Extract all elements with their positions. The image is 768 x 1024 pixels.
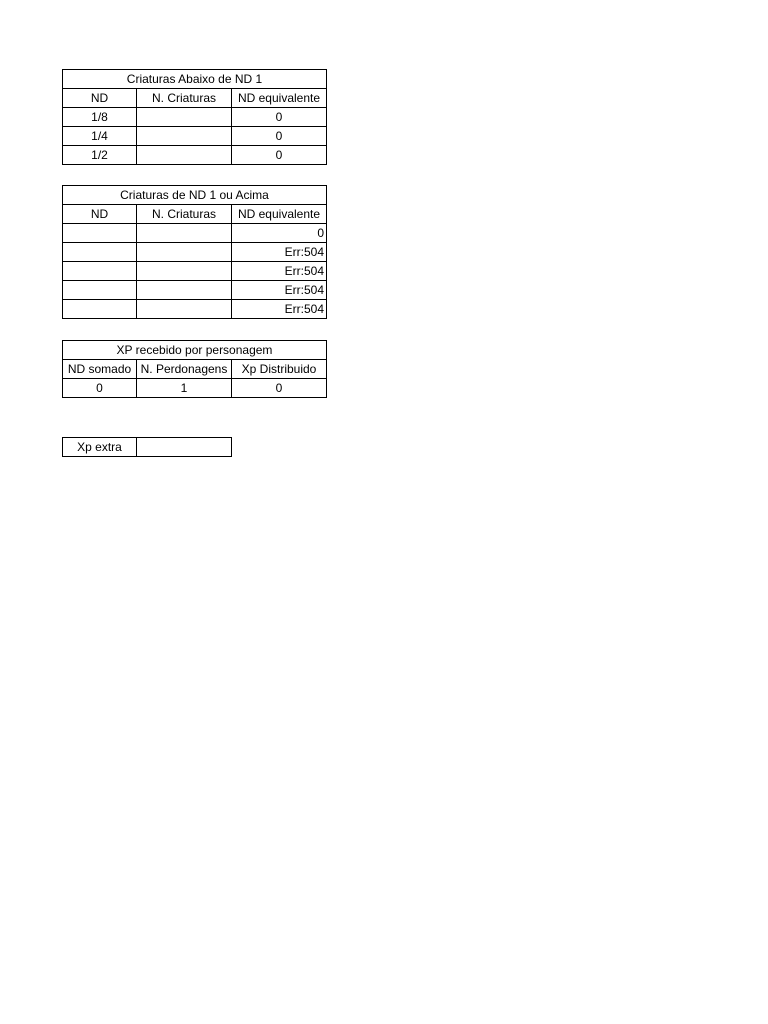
cell-nd-equivalent[interactable]: 0: [232, 224, 327, 243]
table-title-row: [63, 70, 327, 89]
column-header-nd-equivalent: ND equivalente: [232, 89, 327, 108]
table-xp-extra: [62, 437, 232, 457]
cell-nd[interactable]: 1/8: [63, 108, 137, 127]
cell-creature-count[interactable]: [137, 262, 232, 281]
table-row: [63, 224, 327, 243]
column-header-nd: ND: [63, 89, 137, 108]
cell-nd-equivalent[interactable]: Err:504: [232, 262, 327, 281]
cell-nd-equivalent[interactable]: Err:504: [232, 243, 327, 262]
table-creatures-below-nd1: [62, 69, 327, 165]
cell-nd-equivalent[interactable]: Err:504: [232, 300, 327, 319]
cell-nd[interactable]: [63, 281, 137, 300]
table-row: [63, 146, 327, 165]
table-row: [63, 243, 327, 262]
table-header-row: [63, 89, 327, 108]
column-header-nd-equivalent: ND equivalente: [232, 205, 327, 224]
cell-creature-count[interactable]: [137, 127, 232, 146]
cell-nd[interactable]: [63, 243, 137, 262]
cell-nd-sum[interactable]: 0: [63, 379, 137, 398]
cell-nd-equivalent[interactable]: 0: [232, 127, 327, 146]
column-header-creature-count: N. Criaturas: [137, 89, 232, 108]
table-header-row: [63, 360, 327, 379]
table-row: [63, 108, 327, 127]
column-header-nd: ND: [63, 205, 137, 224]
cell-nd[interactable]: [63, 262, 137, 281]
cell-creature-count[interactable]: [137, 224, 232, 243]
table-title: Criaturas de ND 1 ou Acima: [63, 186, 327, 205]
cell-creature-count[interactable]: [137, 108, 232, 127]
cell-creature-count[interactable]: [137, 281, 232, 300]
table-title-row: [63, 186, 327, 205]
cell-creature-count[interactable]: [137, 243, 232, 262]
cell-nd-equivalent[interactable]: 0: [232, 146, 327, 165]
table-title: XP recebido por personagem: [63, 341, 327, 360]
cell-creature-count[interactable]: [137, 146, 232, 165]
cell-character-count[interactable]: 1: [137, 379, 232, 398]
cell-nd[interactable]: 1/4: [63, 127, 137, 146]
table-row: [63, 281, 327, 300]
column-header-creature-count: N. Criaturas: [137, 205, 232, 224]
column-header-xp-distributed: Xp Distribuido: [232, 360, 327, 379]
table-row: [63, 300, 327, 319]
column-header-character-count: N. Perdonagens: [137, 360, 232, 379]
xp-extra-value-cell[interactable]: [137, 438, 232, 457]
column-header-nd-sum: ND somado: [63, 360, 137, 379]
table-row: [63, 262, 327, 281]
table-row: [63, 127, 327, 146]
cell-xp-distributed[interactable]: 0: [232, 379, 327, 398]
xp-extra-label: Xp extra: [63, 438, 137, 457]
table-title-row: [63, 341, 327, 360]
cell-creature-count[interactable]: [137, 300, 232, 319]
table-xp-per-character: [62, 340, 327, 398]
table-title: Criaturas Abaixo de ND 1: [63, 70, 327, 89]
table-row: [63, 438, 232, 457]
cell-nd[interactable]: 1/2: [63, 146, 137, 165]
cell-nd-equivalent[interactable]: Err:504: [232, 281, 327, 300]
cell-nd[interactable]: [63, 300, 137, 319]
table-row: [63, 379, 327, 398]
cell-nd-equivalent[interactable]: 0: [232, 108, 327, 127]
table-creatures-nd1-or-above: [62, 185, 327, 319]
cell-nd[interactable]: [63, 224, 137, 243]
table-header-row: [63, 205, 327, 224]
